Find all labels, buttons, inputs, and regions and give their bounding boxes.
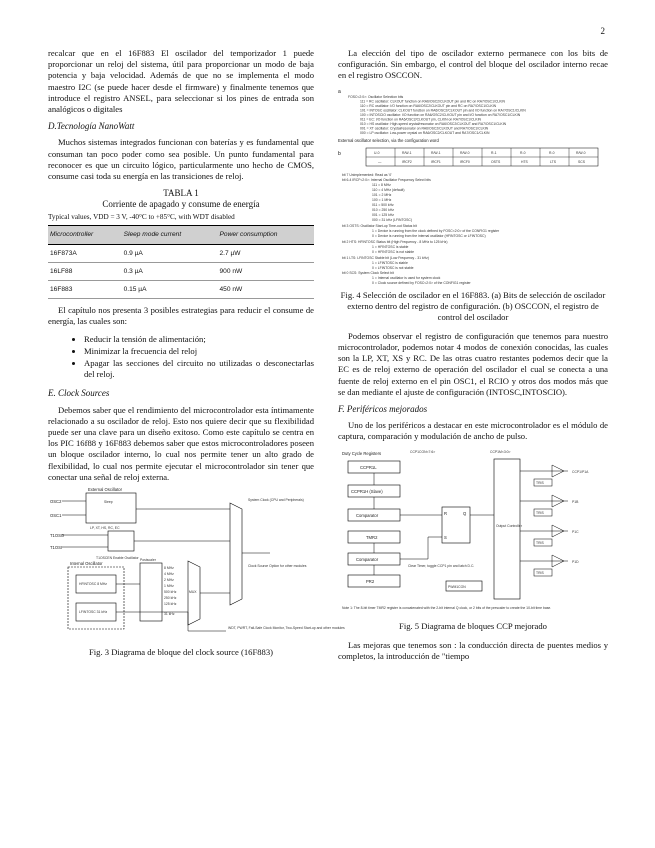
table-subtitle: Typical values, VDD = 3 V, -40°C to +85°C, with WDT disabled bbox=[48, 213, 235, 222]
fig5-label: P1C bbox=[572, 529, 579, 534]
section-heading: D.Tecnología NanoWatt bbox=[48, 121, 135, 132]
figure-4-caption: Fig. 4 Selección de oscilador en el 16F883. (a) Bits de selección de oscilador externo dentro del registro de configuración. (b) OSCCON, el registro de control del oscilador bbox=[340, 289, 606, 322]
paragraph: Uno de los periféricos a destacar en este microcontrolador es el módulo de captura, comparación y modulación de ancho de pulso. bbox=[338, 420, 608, 442]
fig3-label: 2 MHz bbox=[164, 578, 174, 583]
fig4b-line: bit 3 OSTS: Oscillator Start-up Time-out Status bit bbox=[342, 223, 417, 228]
fig5-label: TRIS bbox=[536, 540, 544, 545]
fig4a-line: 101 = INTOSC oscillator: CLKOUT function on RA6/OSC2/CLKOUT pin and I/O function on RA7/OSC1/CLKIN bbox=[360, 108, 526, 113]
fig4b-line: bit 6-4 IRCF<2:0>: Internal Oscillator Frequency Select bits bbox=[342, 177, 431, 182]
fig3-label: 31 kHz bbox=[164, 612, 175, 617]
figure-4 bbox=[338, 88, 608, 323]
fig3-label: LP, XT, HS, RC, EC bbox=[90, 526, 120, 531]
fig3-label: T1OSI bbox=[50, 545, 63, 551]
fig5-label: TRIS bbox=[536, 510, 544, 515]
fig5-label: P1B bbox=[572, 499, 579, 504]
fig5-label: CCPR1L bbox=[360, 464, 377, 470]
reg-bit: HTS bbox=[521, 159, 528, 164]
table-cell: 16F883 bbox=[48, 281, 122, 299]
fig5-label: CCP1M<3:0> bbox=[490, 449, 511, 454]
fig4a-line: 011 = EC: I/O function on RA6/OSC2/CLKOUT pin, CLKIN on RA7/OSC1/CLKIN bbox=[360, 117, 481, 122]
table-cell: 900 nW bbox=[218, 262, 315, 280]
reg-access: R/W-1 bbox=[431, 150, 441, 155]
fig3-label: External Oscillator bbox=[88, 487, 122, 493]
fig3-label: Clock Source Option for other modules bbox=[248, 564, 307, 569]
reg-access: R-0 bbox=[549, 150, 555, 155]
oscillator-register-figure bbox=[338, 88, 608, 284]
fig3-label: WDT, PWRT, Fail-Safe Clock Monitor, Two-Speed Start-up and other modules bbox=[228, 626, 345, 631]
table-header: Power consumption bbox=[218, 226, 315, 244]
page-number: 2 bbox=[600, 26, 605, 36]
table-row bbox=[48, 262, 314, 280]
paragraph: recalcar que en el 16F883 El oscilador del temporizador 1 puede proporcionar un reloj del sistema, útil para proporcionar un modo de baja potencia y baja velocidad. Además de que no se implementa el modo maestro I2C (se puede hacer desde el firmware) y finalmente tenemos que introduce el registro ANSEL, para seleccionar si los pines de entrada son analógicos o digitales bbox=[48, 48, 314, 115]
table-cell: 450 nW bbox=[218, 281, 315, 299]
paragraph: La elección del tipo de oscilador externo permanece con los bits de configuración. Sin embargo, el control del bloque del oscilador interno recae en el registro OSCCON. bbox=[338, 48, 608, 81]
reg-bit: IRCF2 bbox=[402, 159, 412, 164]
fig4b-line: 111 = 8 MHz bbox=[372, 182, 391, 187]
right-column bbox=[338, 48, 608, 668]
table-title: TABLA 1 bbox=[163, 188, 199, 199]
fig4b-line: 0 = HFINTOSC is not stable bbox=[372, 249, 415, 254]
fig4a-line: 010 = HS oscillator: High-speed crystal/resonator on RA6/OSC2/CLKOUT and RA7/OSC1/CLKIN bbox=[360, 121, 507, 126]
reg-bit: SCS bbox=[578, 159, 585, 164]
fig4b-line: 101 = 2 MHz bbox=[372, 192, 392, 197]
figure-3 bbox=[48, 487, 345, 658]
reg-bit: LTS bbox=[550, 159, 556, 164]
figure-5 bbox=[338, 449, 608, 632]
fig3-label: T1OSCEN Enable Oscillator bbox=[96, 556, 139, 561]
reg-bit: IRCF0 bbox=[460, 159, 470, 164]
fig5-label: Comparator bbox=[356, 556, 379, 562]
fig3-label: 4 MHz bbox=[164, 572, 174, 577]
table-header: Microcontroller bbox=[48, 226, 122, 244]
fig4b-line: 1 = HFINTOSC is stable bbox=[372, 244, 409, 249]
table-caption: Corriente de apagado y consume de energía bbox=[102, 199, 260, 210]
fig4b-text bbox=[342, 173, 500, 285]
fig5-label: S bbox=[444, 534, 447, 540]
fig4b-line: bit 1 LTS: LFINTOSC Stable bit (Low Frequency - 31 kHz) bbox=[342, 255, 429, 260]
fig3-label: 1 MHz bbox=[164, 584, 174, 589]
fig5-label: TRIS bbox=[536, 570, 544, 575]
fig4b-line: 000 = 31 kHz (LFINTOSC) bbox=[372, 217, 412, 222]
fig3-label: LFINTOSC 31 kHz bbox=[79, 610, 108, 615]
fig4b-line: bit 7 Unimplemented: Read as '0' bbox=[342, 172, 392, 177]
figure-3-caption: Fig. 3 Diagrama de bloque del clock source (16F883) bbox=[88, 647, 273, 658]
reg-bit: IRCF1 bbox=[431, 159, 441, 164]
fig4a-line: 001 = XT oscillator: Crystal/resonator on RA6/OSC2/CLKOUT and RA7/OSC1/CLKIN bbox=[360, 126, 489, 131]
table-header: Sleep mode current bbox=[122, 226, 218, 244]
reg-bit: — bbox=[378, 159, 382, 164]
fig4b-line: 100 = 1 MHz bbox=[372, 197, 392, 202]
fig4b-line: bit 2 HTS: HFINTOSC Status bit (High Frequency - 8 MHz to 125 kHz) bbox=[342, 239, 448, 244]
paragraph: El capítulo nos presenta 3 posibles estrategias para reducir el consume de energía, las cuales son: bbox=[48, 305, 314, 327]
fig3-label: T1OSO bbox=[50, 533, 65, 539]
fig4b-line: 0 = LFINTOSC is not stable bbox=[372, 265, 414, 270]
figure-5-caption: Fig. 5 Diagrama de bloques CCP mejorado bbox=[399, 620, 547, 631]
table-cell: 16F873A bbox=[48, 244, 122, 262]
fig5-label: PWM1CON bbox=[448, 584, 466, 589]
fig3-label: OSC1 bbox=[50, 513, 62, 519]
fig4b-line: 110 = 4 MHz (default) bbox=[372, 187, 405, 192]
postscaler-outputs bbox=[164, 566, 177, 616]
fig3-label: System Clock (CPU and Peripherals) bbox=[248, 498, 304, 503]
fig4b-line: 011 = 500 kHz bbox=[372, 202, 394, 207]
table-cell: 0.3 µA bbox=[122, 262, 218, 280]
fig3-label: Sleep bbox=[104, 500, 113, 505]
fig4b-line: bit 0 SCS: System Clock Select bit bbox=[342, 270, 394, 275]
ccp-block-diagram bbox=[338, 449, 608, 615]
table-cell: 0.9 µA bbox=[122, 244, 218, 262]
fig4b-line: 001 = 125 kHz bbox=[372, 212, 394, 217]
fig3-label: Postscaler bbox=[140, 558, 156, 563]
fig3-label: 250 kHz bbox=[164, 596, 177, 601]
fig3-label: OSC2 bbox=[50, 499, 62, 505]
reg-access: R/W-1 bbox=[402, 150, 412, 155]
fig4a-line: 000 = LP oscillator: Low-power crystal on RA6/OSC2/CLKOUT and RA7/OSC1/CLKIN bbox=[360, 130, 490, 135]
section-heading: E. Clock Sources bbox=[48, 388, 110, 399]
section-heading: F. Periféricos mejorados bbox=[338, 404, 428, 415]
fig5-outputs bbox=[520, 465, 589, 576]
fig4b-line: 0 = Clock source defined by FOSC<2:0> of the CONFIG1 register bbox=[372, 280, 471, 285]
fig5-label: Output Controller bbox=[496, 523, 522, 528]
power-table bbox=[48, 225, 314, 299]
fig4-part-label: a bbox=[338, 88, 341, 95]
reg-access: R-1 bbox=[491, 150, 497, 155]
fig4b-line: 1 = LFINTOSC is stable bbox=[372, 260, 408, 265]
fig5-label: P1D bbox=[572, 559, 579, 564]
clock-source-diagram bbox=[48, 487, 345, 641]
fig5-label: R bbox=[444, 510, 448, 516]
fig3-label: HFINTOSC 8 MHz bbox=[79, 582, 108, 587]
fig4a-line: 111 = RC oscillator: CLKOUT function on RA6/OSC2/CLKOUT pin and RC on RA7/OSC1/CLKIN bbox=[360, 99, 505, 104]
list-item: • Apagar las secciones del circuito no utilizadas o desconectarlas del reloj. bbox=[84, 358, 314, 380]
fig5-label: Q bbox=[463, 510, 467, 516]
fig5-label: TMR2 bbox=[366, 534, 378, 540]
fig3-label: MUX bbox=[189, 590, 197, 595]
oscconregister bbox=[366, 148, 598, 166]
paragraph: Las mejoras que tenemos son : la conducción directa de puentes medios y completos, la introducción de "tiempo bbox=[338, 639, 608, 662]
fig4b-line: 0 = Device is running from the internal oscillator (HFINTOSC or LFINTOSC) bbox=[372, 233, 486, 238]
left-column bbox=[48, 48, 345, 666]
fig5-note: Note 1: The 8-bit timer TMR2 register is concatenated with the 2-bit internal Q clock, or 2 bits of the prescaler to create the 10-bit time base. bbox=[342, 605, 552, 610]
fig5-label: PR2 bbox=[366, 578, 375, 584]
fig4b-line: 1 = Internal oscillator is used for system clock bbox=[372, 275, 441, 280]
fig5-label: CCP1CON<7:6> bbox=[410, 449, 436, 454]
fig3-label: 125 kHz bbox=[164, 602, 177, 607]
fig3-label: 8 MHz bbox=[164, 566, 174, 571]
table-cell: 16LF88 bbox=[48, 262, 122, 280]
paragraph: Muchos sistemas integrados funcionan con baterías y es fundamental que consuman tan poco poder como sea posible. Un punto fundamental para reconocer es que un circuito lógico, particularmente uno hecho de CMOS, consume casi toda su energía en las transiciones de reloj. bbox=[48, 137, 314, 182]
fig5-label: Clear Timer, toggle CCP1 pin and latch D.C. bbox=[408, 563, 475, 568]
fig4a-line: FOSC<2:0>: Oscillator Selection bits bbox=[348, 94, 404, 99]
table-cell: 2.7 µW bbox=[218, 244, 315, 262]
strategy-list bbox=[48, 334, 314, 381]
fig5-label: CCPR1H (Slave) bbox=[351, 488, 383, 494]
fig5-label: CCP1/P1A bbox=[572, 469, 589, 474]
fig5-label: Comparator bbox=[356, 512, 379, 518]
fig4a-line: 100 = INTOSCIO oscillator: I/O function on RA6/OSC2/CLKOUT pin and I/O function on RA7/OSC1/CLKIN bbox=[360, 112, 521, 117]
list-item: • Reducir la tensión de alimentación; bbox=[84, 334, 314, 345]
fig4-part-label: b bbox=[338, 150, 341, 157]
paragraph: Podemos observar el registro de configuración que tenemos para nuestro microcontrolador, podemos notar 4 modos de conexión conocidas, las cuales son la LP, XT, XS y RC. De las otras cuatro restantes podemos decir que la EC es de reloj externo de operación del oscilador el cual se conecta a una fuente de reloj externo en el pin OSC1, el RCIO y otros dos modos más que se dan mediante el ajuste de configuración (INTOSC,INTOSCIO). bbox=[338, 330, 608, 397]
fig5-label: Duty Cycle Registers bbox=[342, 450, 382, 456]
fig5-label: TRIS bbox=[536, 480, 544, 485]
reg-access: R-0 bbox=[520, 150, 526, 155]
fig4a-text bbox=[338, 95, 526, 143]
reg-access: U-0 bbox=[374, 150, 380, 155]
table-cell: 0.15 µA bbox=[122, 281, 218, 299]
reg-access: R/W-0 bbox=[460, 150, 470, 155]
reg-bit: OSTS bbox=[491, 159, 501, 164]
table-row bbox=[48, 281, 314, 299]
fig4a-line: 110 = RC oscillator: I/O function on RA6/OSC2/CLKOUT pin and RC on RA7/OSC1/CLKIN bbox=[360, 103, 497, 108]
paragraph: Debemos saber que el rendimiento del microcontrolador esta íntimamente relacionado a su oscilador de reloj. Esto nos quiere decir que su flexibilidad puede ser una clave para un diseño exitoso. Como este capítulo se centra en los PIC 16f88 y 16F883 debemos saber que estos microcontroladores poseen un bloque oscilador interno, lo cual nos permite tener un alto grado de flexibilidad, lo cual nos permite ejecutar el microcontrolador sin tener que conectar una señal de reloj externa. bbox=[48, 404, 314, 482]
fig3-label: Internal Oscillator bbox=[70, 561, 103, 567]
reg-access: R/W-0 bbox=[576, 150, 586, 155]
fig4b-line: 1 = Device is running from the clock defined by FOSC<2:0> of the CONFIG1 register bbox=[372, 228, 500, 233]
table-row bbox=[48, 244, 314, 262]
fig3-label: 500 kHz bbox=[164, 590, 177, 595]
list-item: • Minimizar la frecuencia del reloj bbox=[84, 346, 314, 357]
fig4a-note: External oscillator selection, via the configuration word bbox=[338, 137, 439, 143]
fig4b-line: 010 = 250 kHz bbox=[372, 207, 394, 212]
